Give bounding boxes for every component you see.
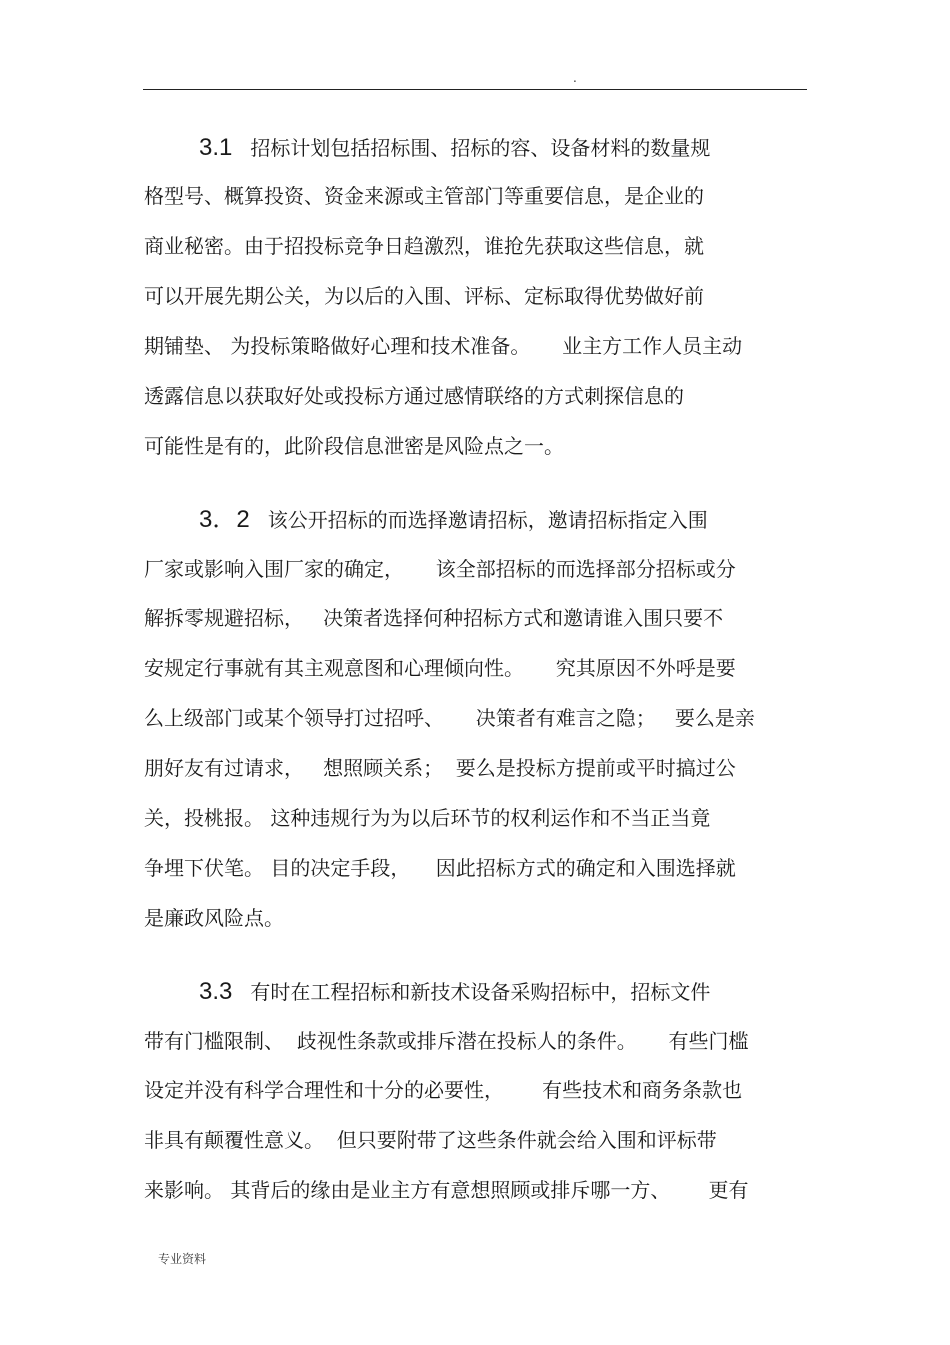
paragraph-line: 关，投桃报。 这种违规行为为以后环节的权利运作和不当正当竟 (144, 806, 711, 830)
paragraph-line: 非具有颠覆性意义。 但只要附带了这些条件就会给入围和评标带 (144, 1128, 717, 1152)
paragraph-line: 安规定行事就有其主观意图和心理倾向性。 究其原因不外呼是要 (144, 656, 736, 680)
paragraph-line: 透露信息以获取好处或投标方通过感情联络的方式刺探信息的 (144, 384, 684, 408)
section-number: 3.1 (199, 134, 233, 161)
footer-label: 专业资料 (158, 1252, 207, 1266)
header-dot: . (573, 71, 577, 85)
section-number: 3．2 (199, 506, 250, 533)
paragraph-line: 带有门槛限制、 歧视性条款或排斥潜在投标人的条件。 有些门槛 (144, 1029, 749, 1053)
paragraph-line: 么上级部门或某个领导打过招呼、 决策者有难言之隐； 要么是亲 (144, 706, 755, 730)
section-number: 3.3 (199, 978, 233, 1005)
section-3-1-line-1 (199, 136, 710, 160)
paragraph-line: 期铺垫、 为投标策略做好心理和技术准备。 业主方工作人员主动 (144, 334, 743, 358)
header-rule (143, 89, 807, 90)
paragraph-line: 来影响。 其背后的缘由是业主方有意想照顾或排斥哪一方、 更有 (144, 1178, 749, 1202)
paragraph-line: 厂家或影响入围厂家的确定， 该全部招标的而选择部分招标或分 (144, 557, 736, 581)
paragraph-line: 设定并没有科学合理性和十分的必要性， 有些技术和商务条款也 (144, 1078, 743, 1102)
section-3-3-line-1 (199, 980, 710, 1004)
paragraph-text: 招标计划包括招标围、招标的容、设备材料的数量规 (250, 136, 711, 160)
paragraph-text: 该公开招标的而选择邀请招标，邀请招标指定入围 (267, 508, 708, 532)
paragraph-line: 可能性是有的，此阶段信息泄密是风险点之一。 (144, 434, 564, 458)
paragraph-line: 朋好友有过请求， 想照顾关系； 要么是投标方提前或平时搞过公 (144, 756, 736, 780)
paragraph-text: 有时在工程招标和新技术设备采购招标中，招标文件 (250, 980, 711, 1004)
paragraph-line: 商业秘密。由于招投标竞争日趋激烈，谁抢先获取这些信息，就 (144, 234, 704, 258)
paragraph-line: 可以开展先期公关，为以后的入围、评标、定标取得优势做好前 (144, 284, 704, 308)
paragraph-line: 解拆零规避招标， 决策者选择何种招标方式和邀请谁入围只要不 (144, 606, 724, 630)
paragraph-line: 是廉政风险点。 (144, 906, 284, 930)
paragraph-line: 格型号、概算投资、资金来源或主管部门等重要信息，是企业的 (144, 184, 704, 208)
paragraph-line: 争埋下伏笔。 目的决定手段， 因此招标方式的确定和入围选择就 (144, 856, 736, 880)
section-3-2-line-1 (199, 508, 708, 532)
